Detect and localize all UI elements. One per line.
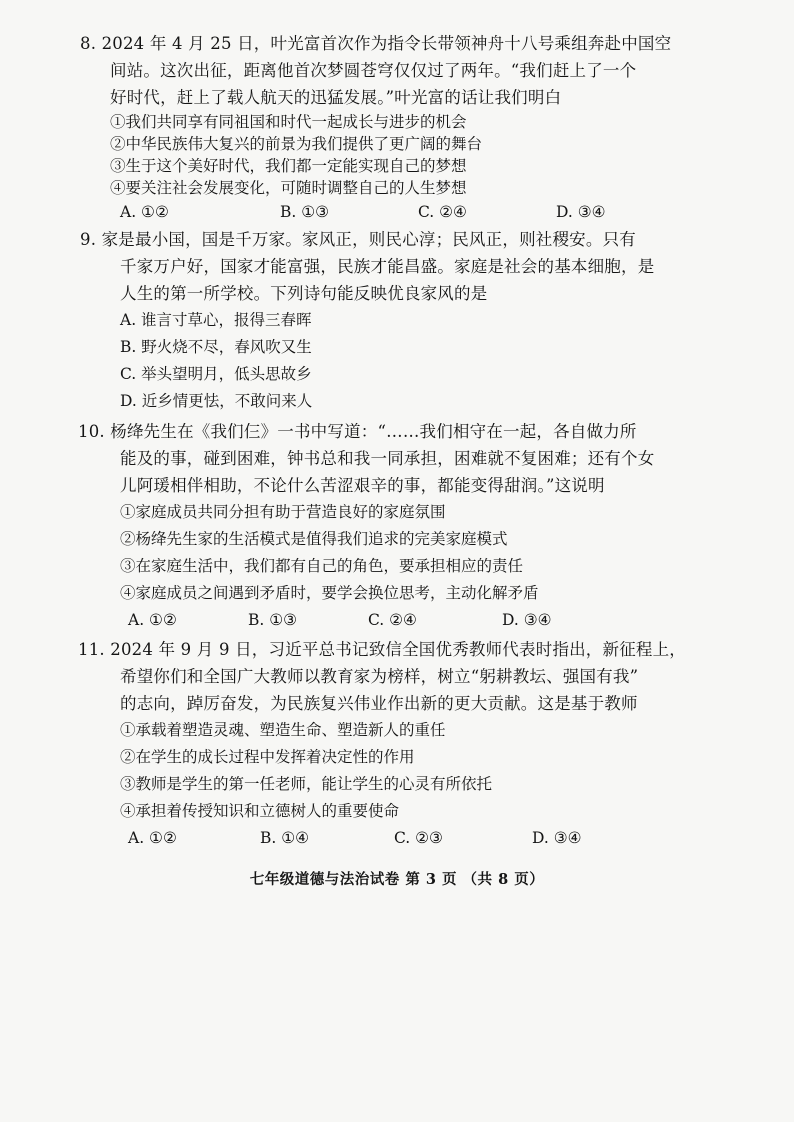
question-9-stem-line-1: 9. 家是最小国，国是千万家。家风正，则民心淳；民风正，则社稷安。只有 <box>80 230 636 249</box>
question-11 <box>78 636 724 851</box>
question-10-stem-line-3: 儿阿瑗相伴相助，不论什么苦涩艰辛的事，都能变得甜润。”这说明 <box>120 476 605 495</box>
question-11-statement-2: ②在学生的成长过程中发挥着决定性的作用 <box>120 748 415 766</box>
question-8-option-a[interactable]: A. ①② <box>120 203 169 221</box>
question-11-stem-line-1: 11. 2024 年 9 月 9 日，习近平总书记致信全国优秀教师代表时指出，新征程上， <box>78 640 686 659</box>
question-9-option-b[interactable]: B. 野火烧不尽，春风吹又生 <box>120 338 312 356</box>
question-8-stem-line-2: 间站。这次出征，距离他首次梦圆苍穹仅仅过了两年。“我们赶上了一个 <box>110 61 637 80</box>
question-8-options <box>84 199 724 225</box>
question-10-option-d[interactable]: D. ③④ <box>502 611 552 629</box>
question-10-statement-2: ②杨绛先生家的生活模式是值得我们追求的完美家庭模式 <box>120 530 508 548</box>
question-8-option-b[interactable]: B. ①③ <box>280 203 330 221</box>
question-11-statement-3: ③教师是学生的第一任老师，能让学生的心灵有所依托 <box>120 775 493 793</box>
question-11-stem-line-2: 希望你们和全国广大教师以教育家为榜样，树立“躬耕教坛、强国有我” <box>120 667 639 686</box>
question-11-option-c[interactable]: C. ②③ <box>394 829 443 847</box>
question-9 <box>80 226 724 415</box>
question-8-option-c[interactable]: C. ②④ <box>418 203 467 221</box>
question-10-option-c[interactable]: C. ②④ <box>368 611 417 629</box>
question-8-statement-1: ①我们共同享有同祖国和时代一起成长与进步的机会 <box>110 113 467 131</box>
question-9-stem-line-2: 千家万户好，国家才能富强，民族才能昌盛。家庭是社会的基本细胞，是 <box>120 257 655 276</box>
question-10-option-a[interactable]: A. ①② <box>128 611 177 629</box>
question-9-stem-line-3: 人生的第一所学校。下列诗句能反映优良家风的是 <box>120 284 488 303</box>
question-11-options <box>84 825 724 851</box>
question-9-option-d[interactable]: D. 近乡情更怯，不敢问来人 <box>120 392 313 410</box>
question-11-statement-4: ④承担着传授知识和立德树人的重要使命 <box>120 802 400 820</box>
question-10-statement-1: ①家庭成员共同分担有助于营造良好的家庭氛围 <box>120 503 446 521</box>
question-10-stem-line-2: 能及的事，碰到困难，钟书总和我一同承担，困难就不复困难；还有个女 <box>120 449 655 468</box>
question-11-option-b[interactable]: B. ①④ <box>260 829 310 847</box>
question-8-option-d[interactable]: D. ③④ <box>556 203 606 221</box>
question-9-option-a[interactable]: A. 谁言寸草心，报得三春晖 <box>120 311 312 329</box>
question-9-option-c[interactable]: C. 举头望明月，低头思故乡 <box>120 365 312 383</box>
question-10-statement-3: ③在家庭生活中，我们都有自己的角色，要承担相应的责任 <box>120 557 524 575</box>
question-11-option-a[interactable]: A. ①② <box>128 829 177 847</box>
question-10-statement-4: ④家庭成员之间遇到矛盾时，要学会换位思考，主动化解矛盾 <box>120 584 539 602</box>
question-8-statement-4: ④要关注社会发展变化，可随时调整自己的人生梦想 <box>110 179 467 197</box>
question-11-option-d[interactable]: D. ③④ <box>532 829 582 847</box>
question-10-stem-line-1: 10. 杨绛先生在《我们仨》一书中写道：“……我们相守在一起，各自做力所 <box>78 422 637 441</box>
question-10 <box>78 418 724 633</box>
question-10-options <box>84 607 724 633</box>
question-10-option-b[interactable]: B. ①③ <box>248 611 298 629</box>
question-8-statement-3: ③生于这个美好时代，我们都一定能实现自己的梦想 <box>110 157 467 175</box>
question-11-stem-line-3: 的志向，踔厉奋发，为民族复兴伟业作出新的更大贡献。这是基于教师 <box>120 694 638 713</box>
question-8-statement-2: ②中华民族伟大复兴的前景为我们提供了更广阔的舞台 <box>110 135 483 153</box>
page-footer: 七年级道德与法治试卷 第 3 页 （共 8 页） <box>249 871 545 888</box>
question-8-stem-line-1: 8. 2024 年 4 月 25 日，叶光富首次作为指令长带领神舟十八号乘组奔赴中国空 <box>80 34 672 53</box>
question-8-stem-line-3: 好时代，赶上了载人航天的迅猛发展。”叶光富的话让我们明白 <box>110 88 562 107</box>
question-8 <box>80 30 724 225</box>
question-11-statement-1: ①承载着塑造灵魂、塑造生命、塑造新人的重任 <box>120 721 446 739</box>
